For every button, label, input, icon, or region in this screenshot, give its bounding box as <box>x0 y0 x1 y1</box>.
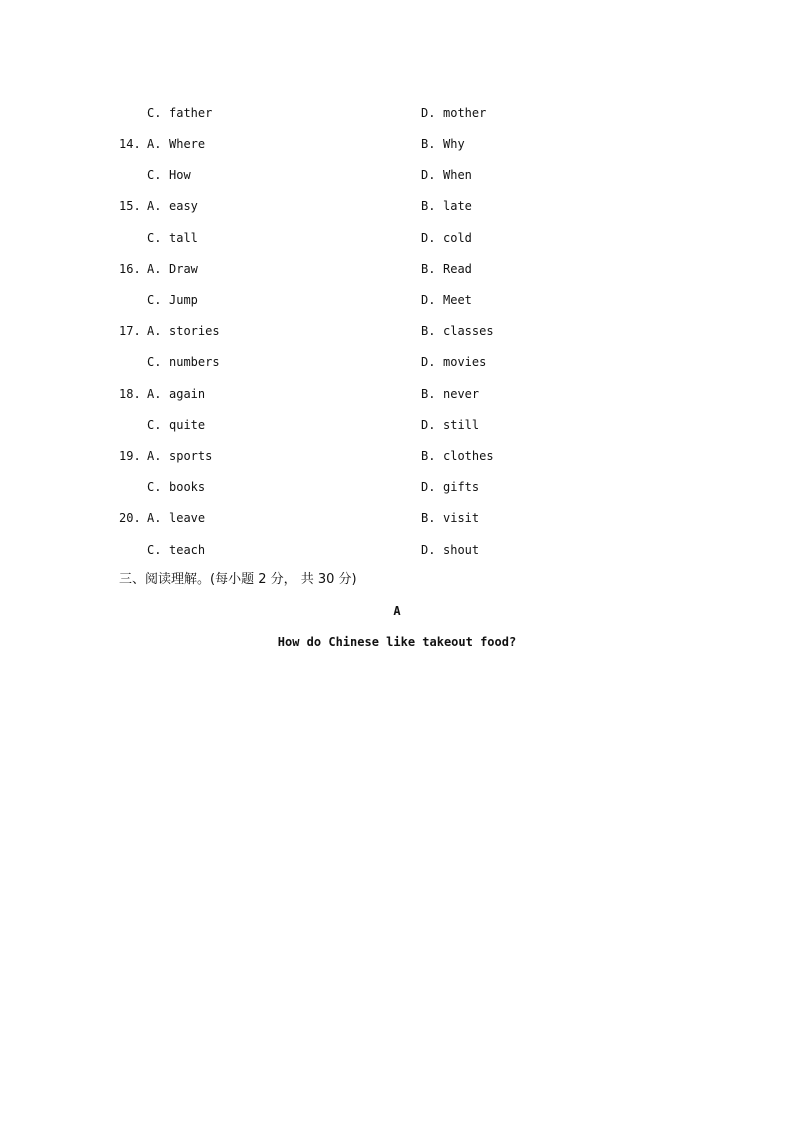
option-text: movies <box>443 355 487 369</box>
option-row <box>0 165 794 185</box>
option-row <box>0 508 794 528</box>
option-letter: D. <box>421 480 436 494</box>
option-text: books <box>169 480 206 494</box>
option-text: teach <box>169 543 206 557</box>
option-letter: C. <box>147 168 162 182</box>
option-letter: A. <box>147 199 162 213</box>
option-letter: B. <box>421 511 436 525</box>
option-letter: D. <box>421 293 436 307</box>
option-text: classes <box>443 324 494 338</box>
option-text: gifts <box>443 480 480 494</box>
option-letter: C. <box>147 293 162 307</box>
question-number: 15. <box>119 199 141 213</box>
option-text: clothes <box>443 449 494 463</box>
option-text: Draw <box>169 262 198 276</box>
option-text: numbers <box>169 355 220 369</box>
option-letter: B. <box>421 387 436 401</box>
option-row <box>0 384 794 404</box>
option-text: easy <box>169 199 198 213</box>
question-number: 18. <box>119 387 141 401</box>
option-text: father <box>169 106 213 120</box>
question-number: 20. <box>119 511 141 525</box>
option-letter: B. <box>421 262 436 276</box>
option-letter: C. <box>147 231 162 245</box>
option-row <box>0 290 794 310</box>
option-letter: A. <box>147 511 162 525</box>
option-letter: C. <box>147 355 162 369</box>
option-text: When <box>443 168 472 182</box>
option-letter: C. <box>147 543 162 557</box>
option-letter: B. <box>421 324 436 338</box>
option-text: Where <box>169 137 206 151</box>
option-text: visit <box>443 511 480 525</box>
passage-title: How do Chinese like takeout food? <box>277 635 517 649</box>
option-letter: C. <box>147 480 162 494</box>
option-text: leave <box>169 511 206 525</box>
option-text: mother <box>443 106 487 120</box>
option-letter: A. <box>147 324 162 338</box>
option-letter: D. <box>421 418 436 432</box>
option-letter: B. <box>421 449 436 463</box>
option-text: quite <box>169 418 206 432</box>
option-row <box>0 352 794 372</box>
option-row <box>0 228 794 248</box>
option-text: Meet <box>443 293 472 307</box>
option-text: shout <box>443 543 480 557</box>
option-letter: D. <box>421 106 436 120</box>
option-letter: B. <box>421 137 436 151</box>
option-row <box>0 321 794 341</box>
option-letter: D. <box>421 231 436 245</box>
option-letter: A. <box>147 262 162 276</box>
question-number: 19. <box>119 449 141 463</box>
option-letter: D. <box>421 355 436 369</box>
option-letter: C. <box>147 418 162 432</box>
option-text: How <box>169 168 191 182</box>
option-text: cold <box>443 231 472 245</box>
option-row <box>0 103 794 123</box>
option-row <box>0 540 794 560</box>
option-row <box>0 259 794 279</box>
option-letter: A. <box>147 449 162 463</box>
passage-label: A <box>393 604 401 618</box>
option-text: late <box>443 199 472 213</box>
option-row <box>0 446 794 466</box>
option-row <box>0 196 794 216</box>
option-letter: A. <box>147 137 162 151</box>
option-row <box>0 477 794 497</box>
option-letter: C. <box>147 106 162 120</box>
question-number: 17. <box>119 324 141 338</box>
option-text: Jump <box>169 293 198 307</box>
option-text: Read <box>443 262 472 276</box>
option-text: again <box>169 387 206 401</box>
question-number: 16. <box>119 262 141 276</box>
option-text: still <box>443 418 480 432</box>
option-letter: D. <box>421 543 436 557</box>
option-text: Why <box>443 137 465 151</box>
section-heading: 三、阅读理解。(每小题 2 分， 共 30 分) <box>119 572 357 587</box>
option-text: stories <box>169 324 220 338</box>
option-text: sports <box>169 449 213 463</box>
option-text: tall <box>169 231 198 245</box>
option-text: never <box>443 387 480 401</box>
option-row <box>0 415 794 435</box>
option-letter: D. <box>421 168 436 182</box>
option-letter: B. <box>421 199 436 213</box>
option-row <box>0 134 794 154</box>
question-number: 14. <box>119 137 141 151</box>
option-letter: A. <box>147 387 162 401</box>
